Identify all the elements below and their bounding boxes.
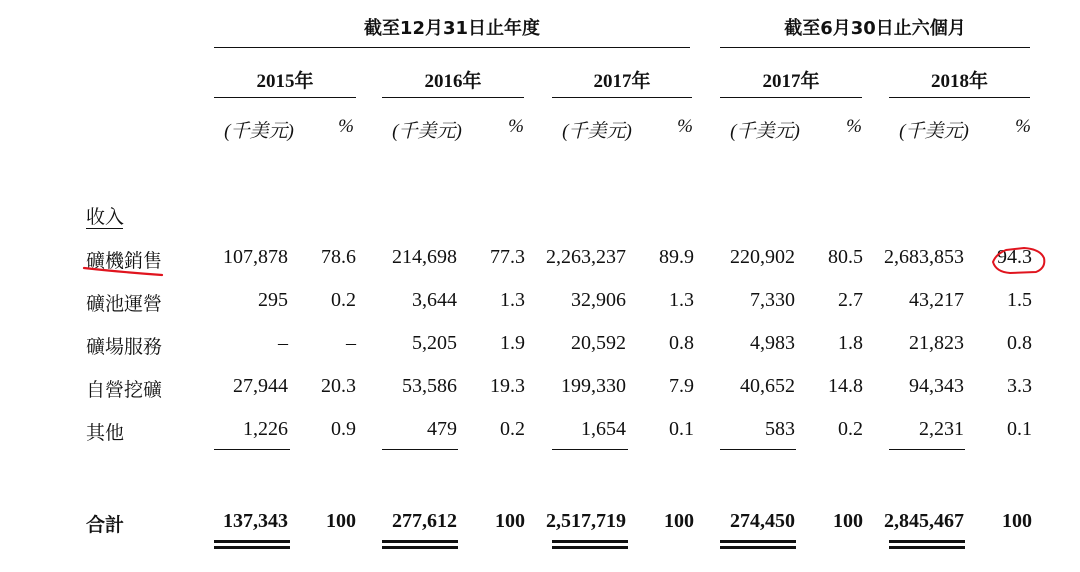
- table-cell: 220,902: [730, 246, 795, 268]
- period-header-halfyear: 截至6月30日止六個月: [784, 18, 966, 39]
- table-cell: 5,205: [412, 332, 457, 354]
- red-underline-annotation: [84, 268, 162, 275]
- pct-header: %: [1015, 116, 1031, 137]
- table-cell: 1,226: [243, 418, 288, 440]
- table-cell: 2.7: [838, 289, 863, 311]
- red-circle-annotation: [993, 248, 1044, 273]
- table-cell: 7.9: [669, 375, 694, 397]
- table-cell: 479: [427, 418, 457, 440]
- row-label: 其他: [86, 422, 125, 444]
- table-cell: 19.3: [490, 375, 525, 397]
- unit-header: (千美元): [562, 121, 632, 142]
- table-cell: 53,586: [402, 375, 457, 397]
- table-cell: 199,330: [561, 375, 626, 397]
- table-cell: 89.9: [659, 246, 694, 268]
- unit-header: (千美元): [224, 121, 294, 142]
- row-label: 礦池運營: [86, 293, 163, 315]
- total-cell: 274,450: [730, 510, 795, 532]
- table-cell: 7,330: [750, 289, 795, 311]
- table-cell: 1.9: [500, 332, 525, 354]
- table-cell: 14.8: [828, 375, 863, 397]
- pct-header: %: [846, 116, 862, 137]
- table-cell: 4,983: [750, 332, 795, 354]
- table-cell: –: [346, 332, 356, 354]
- pct-header: %: [508, 116, 524, 137]
- table-cell: 1.3: [669, 289, 694, 311]
- table-cell: 80.5: [828, 246, 863, 268]
- table-cell: 3,644: [412, 289, 457, 311]
- period-header-annual: 截至12月31日止年度: [363, 18, 541, 39]
- year-header: 2018年: [930, 71, 988, 92]
- table-cell: 43,217: [909, 289, 964, 311]
- year-header: 2017年: [762, 71, 820, 92]
- table-cell: 40,652: [740, 375, 795, 397]
- total-cell: 137,343: [223, 510, 288, 532]
- table-cell-highlighted: 94.3: [997, 246, 1032, 268]
- table-cell: 583: [765, 418, 795, 440]
- total-cell: 2,517,719: [546, 510, 626, 532]
- table-cell: 20,592: [571, 332, 626, 354]
- unit-header: (千美元): [899, 121, 969, 142]
- table-cell: 214,698: [392, 246, 457, 268]
- table-cell: 21,823: [909, 332, 964, 354]
- row-label: 礦機銷售: [86, 250, 163, 272]
- table-cell: 78.6: [321, 246, 356, 268]
- table-cell: 0.2: [331, 289, 356, 311]
- year-header: 2015年: [256, 71, 314, 92]
- table-cell: 295: [258, 289, 288, 311]
- unit-header: (千美元): [730, 121, 800, 142]
- total-cell: 2,845,467: [884, 510, 964, 532]
- year-header: 2016年: [424, 71, 482, 92]
- table-cell: 0.8: [669, 332, 694, 354]
- total-cell: 277,612: [392, 510, 457, 532]
- row-label: 自營挖礦: [86, 379, 163, 401]
- pct-header: %: [338, 116, 354, 137]
- table-cell: 20.3: [321, 375, 356, 397]
- table-cell: 32,906: [571, 289, 626, 311]
- total-cell: 100: [326, 510, 356, 532]
- total-cell: 100: [664, 510, 694, 532]
- unit-header: (千美元): [392, 121, 462, 142]
- total-cell: 100: [1002, 510, 1032, 532]
- table-cell: 3.3: [1007, 375, 1032, 397]
- total-cell: 100: [833, 510, 863, 532]
- table-cell: 1.8: [838, 332, 863, 354]
- table-cell: –: [278, 332, 288, 354]
- table-cell: 94,343: [909, 375, 964, 397]
- year-header: 2017年: [593, 71, 651, 92]
- table-cell: 1.3: [500, 289, 525, 311]
- pct-header: %: [677, 116, 693, 137]
- table-cell: 2,231: [919, 418, 964, 440]
- table-cell: 1,654: [581, 418, 626, 440]
- table-cell: 27,944: [233, 375, 288, 397]
- table-cell: 0.2: [500, 418, 525, 440]
- table-cell: 1.5: [1007, 289, 1032, 311]
- table-cell: 0.9: [331, 418, 356, 440]
- section-label-revenue: 收入: [86, 206, 125, 228]
- total-cell: 100: [495, 510, 525, 532]
- table-cell: 0.8: [1007, 332, 1032, 354]
- table-cell: 107,878: [223, 246, 288, 268]
- table-cell: 77.3: [490, 246, 525, 268]
- table-cell: 0.2: [838, 418, 863, 440]
- table-cell: 2,683,853: [884, 246, 964, 268]
- total-label: 合計: [86, 514, 125, 536]
- table-cell: 0.1: [669, 418, 694, 440]
- row-label: 礦場服務: [86, 336, 163, 358]
- table-cell: 2,263,237: [546, 246, 626, 268]
- table-cell: 0.1: [1007, 418, 1032, 440]
